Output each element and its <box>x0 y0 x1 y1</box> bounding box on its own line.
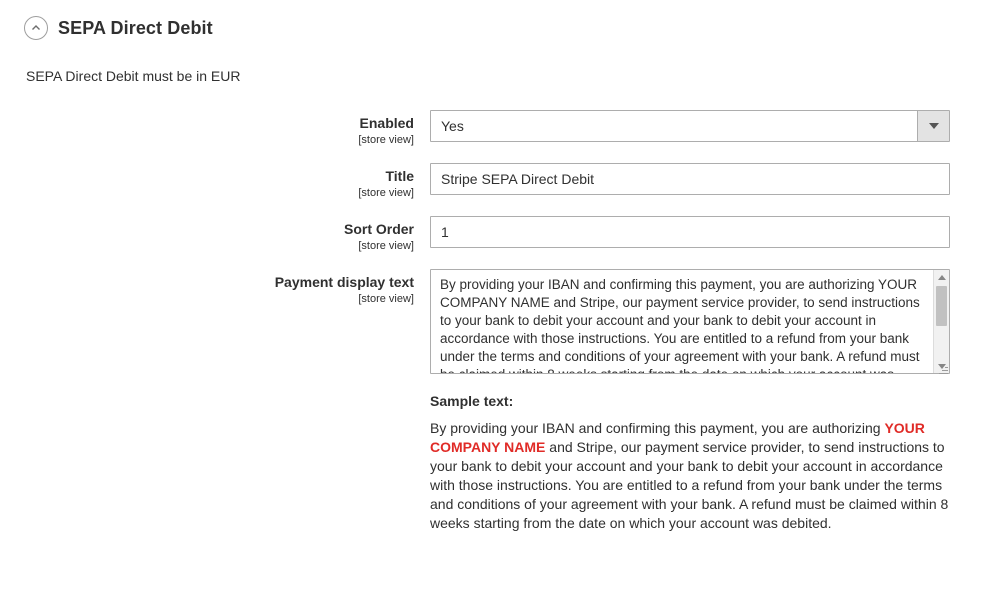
field-control-sort-order <box>430 216 1004 248</box>
field-label-sort-order <box>0 216 430 253</box>
payment-display-textarea-wrapper <box>430 269 950 377</box>
sample-label-spacer <box>0 393 430 533</box>
sample-part-one: By providing your IBAN and confirming this payment, you are authorizing <box>430 420 885 436</box>
scroll-up-arrow-icon[interactable] <box>934 270 949 284</box>
textarea-resize-handle[interactable] <box>938 365 948 375</box>
field-label-title <box>0 163 430 200</box>
field-row-sort-order <box>0 216 1004 253</box>
enabled-select[interactable] <box>430 110 950 142</box>
scope-title: [store view] <box>358 187 414 199</box>
scope-enabled: [store view] <box>358 134 414 146</box>
page-title: SEPA Direct Debit <box>58 17 213 38</box>
field-control-title <box>430 163 1004 195</box>
scrollbar-thumb[interactable] <box>936 286 947 326</box>
section-note: SEPA Direct Debit must be in EUR <box>26 68 241 84</box>
sample-paragraph <box>430 419 950 533</box>
textarea-scrollbar[interactable] <box>933 270 949 373</box>
field-row-enabled <box>0 110 1004 147</box>
payment-display-textarea[interactable] <box>430 269 950 374</box>
chevron-up-circle-icon[interactable] <box>24 16 48 40</box>
field-row-payment-display-text <box>0 269 1004 377</box>
scope-sort-order: [store view] <box>358 240 414 252</box>
field-label-payment-display-text <box>0 269 430 306</box>
settings-form <box>0 110 1004 533</box>
field-control-payment-display-text <box>430 269 1004 377</box>
title-input[interactable] <box>430 163 950 195</box>
field-row-title <box>0 163 1004 200</box>
label-enabled-text: Enabled <box>359 115 414 131</box>
sample-title: Sample text: <box>430 393 514 409</box>
sample-part-two: and Stripe, our payment service provider, to send instructions to your bank to debit your account and your bank to debit your account in accordance with those instructions. You are entitled to a refund from your bank under the terms and conditions of your agreement with your bank. A refund must be claimed within 8 weeks starting from the date on which your account was debited. <box>430 439 949 531</box>
field-control-enabled <box>430 110 1004 142</box>
label-sort-order-text: Sort Order <box>343 221 414 237</box>
sort-order-input[interactable] <box>430 216 950 248</box>
field-label-enabled <box>0 110 430 147</box>
label-title-text: Title <box>385 168 414 184</box>
section-header[interactable] <box>0 0 1004 40</box>
enabled-select-wrapper[interactable] <box>430 110 950 142</box>
label-payment-display-text: Payment display text <box>274 274 414 290</box>
sample-text-block <box>0 393 1004 533</box>
scope-payment-display-text: [store view] <box>358 293 414 305</box>
sample-highlight: YOUR COMPANY NAME <box>430 420 925 455</box>
sample-body <box>430 393 1004 533</box>
